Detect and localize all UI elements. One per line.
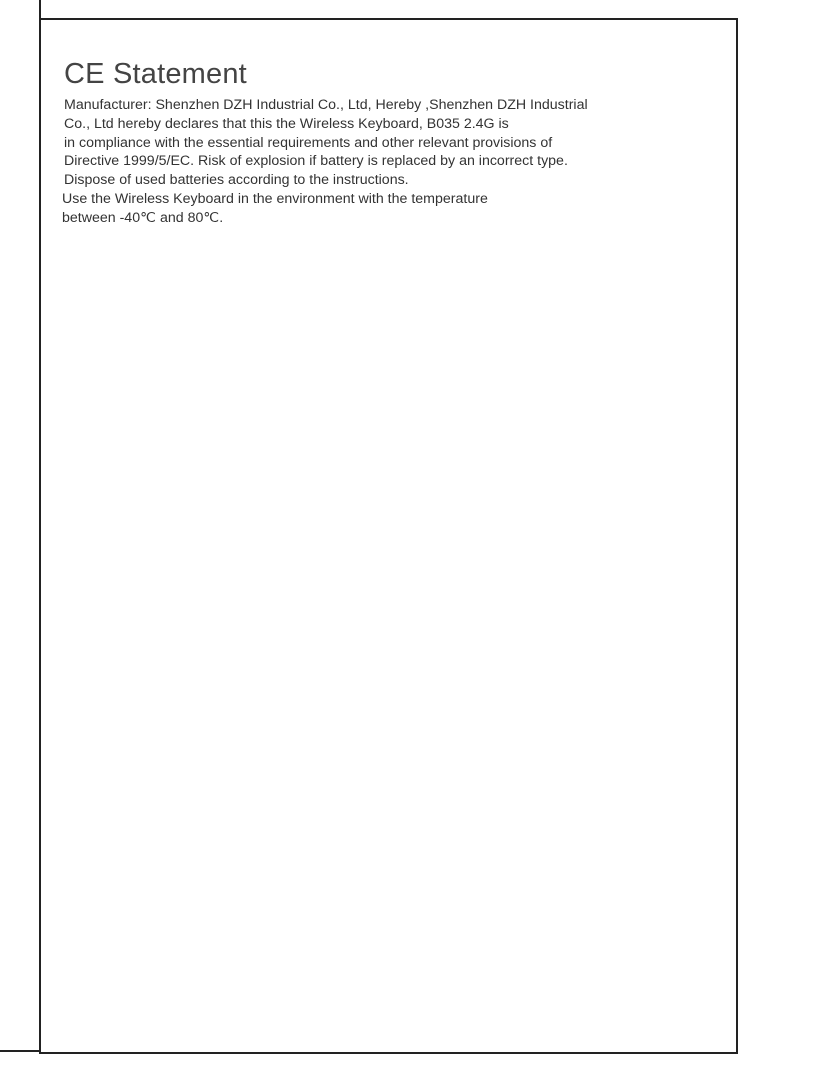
ce-statement-section <box>62 56 722 228</box>
statement-line-3: in compliance with the essential requirements and other relevant provisions of <box>64 134 553 151</box>
statement-line-5: Dispose of used batteries according to the instructions. <box>64 172 409 189</box>
statement-line-4: Directive 1999/5/EC. Risk of explosion if battery is replaced by an incorrect type. <box>64 153 568 170</box>
statement-line-6: Use the Wireless Keyboard in the environment with the temperature <box>62 190 488 207</box>
section-title: CE Statement <box>64 58 247 90</box>
bottom-margin-rule <box>0 1050 40 1052</box>
statement-line-7: between -40℃ and 80℃. <box>62 209 224 226</box>
statement-line-2: Co., Ltd hereby declares that this the Wireless Keyboard, B035 2.4G is <box>64 115 509 132</box>
statement-line-1: Manufacturer: Shenzhen DZH Industrial Co., Ltd, Hereby ,Shenzhen DZH Industrial <box>64 97 588 113</box>
